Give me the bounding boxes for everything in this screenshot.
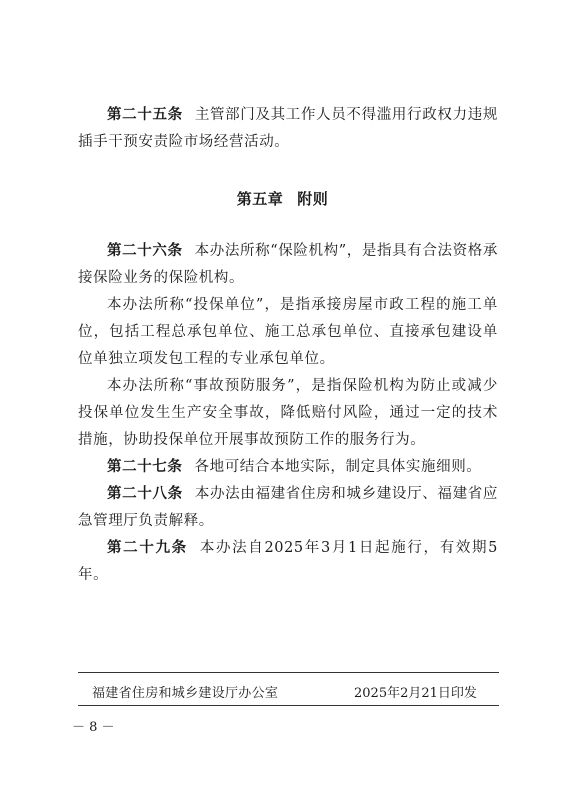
chapter-number: 第五章 — [236, 190, 284, 208]
article-28 — [78, 481, 498, 535]
chapter-title: 附则 — [297, 190, 329, 208]
article-text: 本办法自2025年3月1日起施行，有效期5年。 — [78, 540, 499, 583]
article-number: 第二十六条 — [107, 243, 183, 259]
footer-top-rule — [78, 672, 499, 673]
chapter-heading — [0, 188, 565, 209]
article-text: 各地可结合本地实际，制定具体实施细则。 — [194, 459, 482, 475]
article-26 — [78, 238, 498, 292]
article-text: 本办法所称“保险机构”，是指具有合法资格承接保险业务的保险机构。 — [78, 243, 498, 286]
article-number: 第二十七条 — [107, 459, 183, 475]
article-number: 第二十九条 — [107, 540, 188, 556]
article-29 — [78, 535, 498, 589]
footer-bottom-rule — [78, 705, 499, 706]
article-number: 第二十五条 — [107, 107, 183, 123]
article-text: 本办法由福建省住房和城乡建设厅、福建省应急管理厅负责解释。 — [78, 486, 498, 529]
paragraph-text: 本办法所称“投保单位”，是指承接房屋市政工程的施工单位，包括工程总承包单位、施工总承包单位、直接承包建设单位单独立项发包工程的专业承包单位。 — [78, 297, 498, 367]
page-number: － 8 － — [72, 720, 115, 735]
article-text: 主管部门及其工作人员不得滥用行政权力违规插手干预安责险市场经营活动。 — [78, 107, 498, 150]
article-25 — [78, 102, 498, 156]
paragraph-insured-unit — [78, 292, 498, 373]
article-number: 第二十八条 — [107, 486, 183, 502]
footer-issuer: 福建省住房和城乡建设厅办公室 — [92, 686, 279, 701]
article-27 — [78, 454, 498, 481]
paragraph-prevention-service — [78, 373, 498, 454]
footer-date: 2025年2月21日印发 — [354, 686, 477, 701]
paragraph-text: 本办法所称“事故预防服务”，是指保险机构为防止或减少投保单位发生生产安全事故，降低赔付风险，通过一定的技术措施，协助投保单位开展事故预防工作的服务行为。 — [78, 378, 498, 448]
